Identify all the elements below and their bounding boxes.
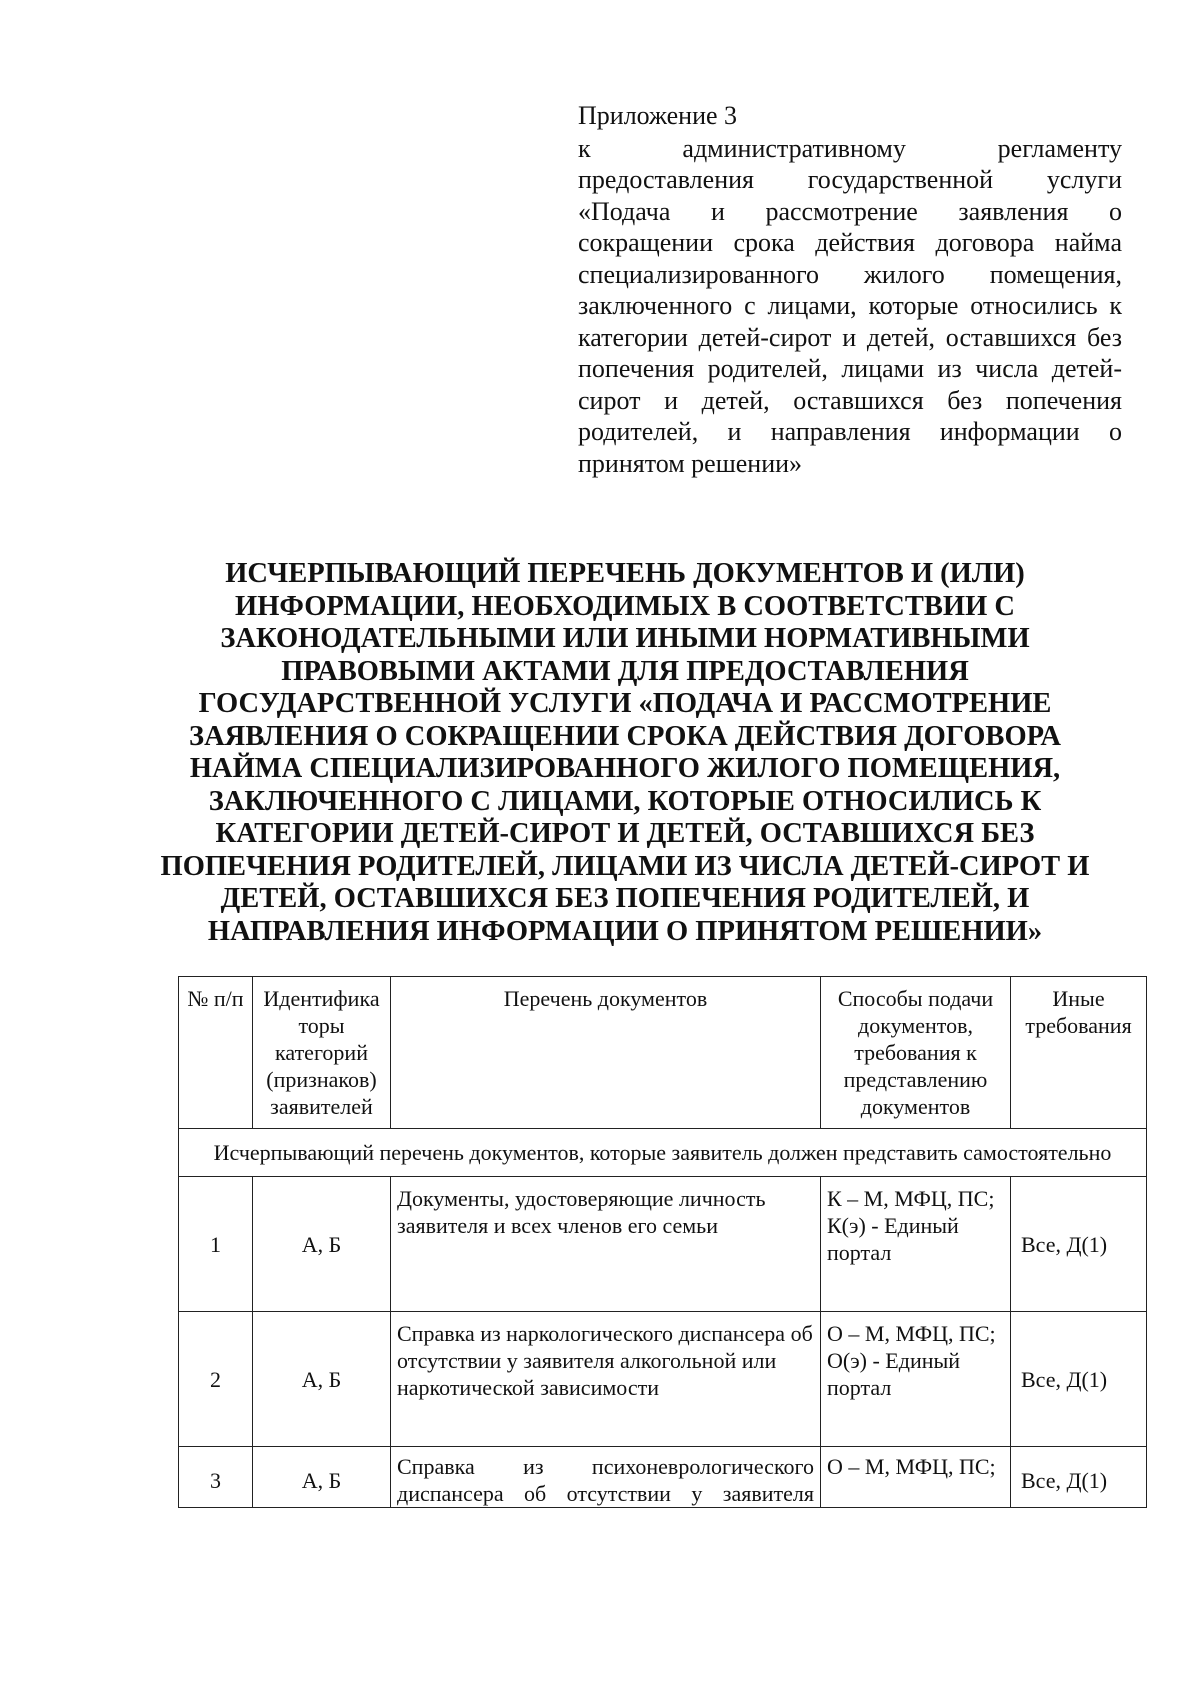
table-row <box>179 1177 1147 1312</box>
table-row <box>179 1312 1147 1447</box>
row-ways-line: О(э) - Единый портал <box>827 1348 961 1400</box>
header-docs: Перечень документов <box>391 977 821 1129</box>
row-ways-line: О – М, МФЦ, ПС; <box>827 1321 996 1346</box>
document-title: ИСЧЕРПЫВАЮЩИЙ ПЕРЕЧЕНЬ ДОКУМЕНТОВ И (ИЛИ) ИНФОРМАЦИИ, НЕОБХОДИМЫХ В СООТВЕТСТВИИ С ЗАКОНОДАТЕЛЬНЫМИ ИЛИ ИНЫМИ НОРМАТИВНЫМИ ПРАВОВЫМИ АКТАМИ ДЛЯ ПРЕДОСТАВЛЕНИЯ ГОСУДАРСТВЕННОЙ УСЛУГИ «ПОДАЧА И РАССМОТРЕНИЕ ЗАЯВЛЕНИЯ О СОКРАЩЕНИИ СРОКА ДЕЙСТВИЯ ДОГОВОРА НАЙМА СПЕЦИАЛИЗИРОВАННОГО ЖИЛОГО ПОМЕЩЕНИЯ, ЗАКЛЮЧЕННОГО С ЛИЦАМИ, КОТОРЫЕ ОТНОСИЛИСЬ К КАТЕГОРИИ ДЕТЕЙ-СИРОТ И ДЕТЕЙ, ОСТАВШИХСЯ БЕЗ ПОПЕЧЕНИЯ РОДИТЕЛЕЙ, ЛИЦАМИ ИЗ ЧИСЛА ДЕТЕЙ-СИРОТ И ДЕТЕЙ, ОСТАВШИХСЯ БЕЗ ПОПЕЧЕНИЯ РОДИТЕЛЕЙ, И НАПРАВЛЕНИЯ ИНФОРМАЦИИ О ПРИНЯТОМ РЕШЕНИИ» <box>160 558 1090 947</box>
row-other: Все, Д(1) <box>1011 1177 1147 1312</box>
appendix-title: Приложение 3 <box>578 101 738 130</box>
row-num: 1 <box>179 1177 253 1312</box>
header-other: Иные требования <box>1011 977 1147 1129</box>
row-other: Все, Д(1) <box>1011 1447 1147 1508</box>
table-header-row <box>179 977 1147 1129</box>
table-row <box>179 1447 1147 1508</box>
row-docs: Документы, удостоверяющие личность заявителя и всех членов его семьи <box>391 1177 821 1312</box>
row-ident: А, Б <box>253 1177 391 1312</box>
row-ways-line: К(э) - Единый портал <box>827 1213 959 1265</box>
row-ways <box>821 1177 1011 1312</box>
row-ways-line: О – М, МФЦ, ПС; <box>827 1454 996 1479</box>
row-ways <box>821 1312 1011 1447</box>
row-docs: Справка из наркологического диспансера об отсутствии у заявителя алкогольной или наркотической зависимости <box>391 1312 821 1447</box>
row-other: Все, Д(1) <box>1011 1312 1147 1447</box>
row-docs-line: Справка из психоневрологического <box>397 1454 814 1479</box>
section-caption: Исчерпывающий перечень документов, которые заявитель должен представить самостоятельно <box>179 1129 1147 1177</box>
header-ident: Идентифика торы категорий (признаков) заявителей <box>253 977 391 1129</box>
row-ident: А, Б <box>253 1447 391 1508</box>
row-ident: А, Б <box>253 1312 391 1447</box>
row-ways <box>821 1447 1011 1508</box>
header-num: № п/п <box>179 977 253 1129</box>
row-docs-line: диспансера об отсутствии у заявителя <box>397 1481 814 1506</box>
appendix-block <box>578 100 1122 479</box>
header-ways: Способы подачи документов, требования к представлению документов <box>821 977 1011 1129</box>
row-num: 2 <box>179 1312 253 1447</box>
appendix-text: к административному регламенту предоставления государственной услуги «Подача и рассмотрение заявления о сокращении срока действия договора найма специализированного жилого помещения, заключенного с лицами, которые относились к категории детей-сирот и детей, оставшихся без попечения родителей, лицами из числа детей-сирот и детей, оставшихся без попечения родителей, и направления информации о принятом решении» <box>578 133 1122 478</box>
row-docs <box>391 1447 821 1508</box>
table-section-row <box>179 1129 1147 1177</box>
row-num: 3 <box>179 1447 253 1508</box>
row-ways-line: К – М, МФЦ, ПС; <box>827 1186 995 1211</box>
documents-table <box>178 976 1147 1508</box>
